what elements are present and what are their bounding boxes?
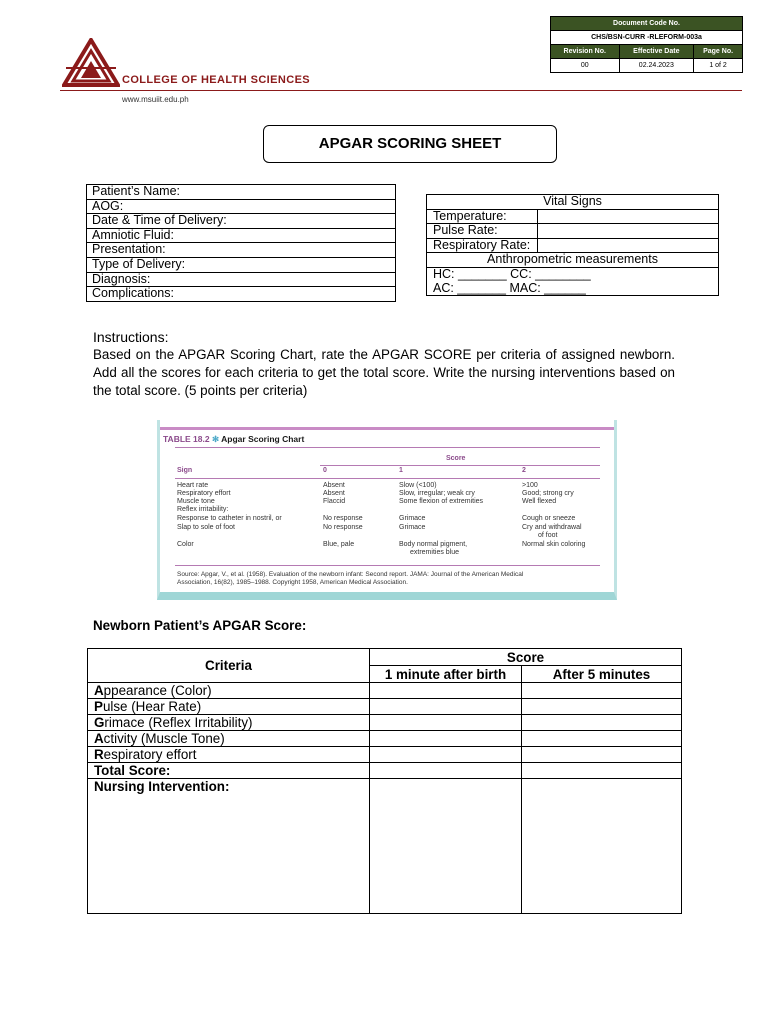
patient-name-field[interactable]: Patient’s Name: xyxy=(87,185,396,200)
instructions-text: Based on the APGAR Scoring Chart, rate the APGAR SCORE per criteria of assigned newborn. Add all the scores for each criteria to get the total score. Write the nursing interventions based on the total score. (5 points per criteria) xyxy=(93,347,675,398)
asterisk-icon: ✻ xyxy=(211,434,220,444)
anthro-line-2[interactable]: AC: _______ MAC: ______ xyxy=(427,282,719,296)
respiratory-1min-cell[interactable] xyxy=(370,747,522,763)
chart-source-line1: Source: Apgar, V., et al. (1958). Evaluation of the newborn infant: Second report. JAMA: Journal of the American Medical xyxy=(177,571,524,578)
chart-cell: Grimace xyxy=(399,515,426,522)
criteria-activity xyxy=(88,731,370,747)
chart-title xyxy=(163,434,304,445)
page-value: 1 of 2 xyxy=(694,59,743,73)
chart-rule-top xyxy=(175,447,600,448)
criteria-initial: A xyxy=(94,683,104,698)
criteria-rest: ulse (Hear Rate) xyxy=(102,699,202,714)
grimace-5min-cell[interactable] xyxy=(522,715,682,731)
temperature-label: Temperature: xyxy=(427,209,538,224)
grimace-1min-cell[interactable] xyxy=(370,715,522,731)
chart-cell: extremities blue xyxy=(410,549,460,556)
criteria-rest: rimace (Reflex Irritability) xyxy=(104,715,253,730)
appearance-5min-cell[interactable] xyxy=(522,683,682,699)
chart-table-number: TABLE 18.2 xyxy=(163,434,210,444)
pulse-rate-label: Pulse Rate: xyxy=(427,224,538,239)
criteria-rest: ppearance (Color) xyxy=(103,683,212,698)
college-logo xyxy=(62,38,120,88)
activity-1min-cell[interactable] xyxy=(370,731,522,747)
diagnosis-field[interactable]: Diagnosis: xyxy=(87,272,396,287)
chart-cell: Body normal pigment, xyxy=(399,541,468,548)
chart-cell: Absent xyxy=(323,490,345,497)
total-score-label: Total Score: xyxy=(88,763,370,779)
criteria-initial: R xyxy=(94,747,104,762)
respiratory-rate-label: Respiratory Rate: xyxy=(427,238,538,253)
pulse-5min-cell[interactable] xyxy=(522,699,682,715)
chart-cell: Reflex irritability: xyxy=(177,506,229,513)
criteria-grimace xyxy=(88,715,370,731)
chart-cell: Color xyxy=(177,541,194,548)
pulse-1min-cell[interactable] xyxy=(370,699,522,715)
anthro-line-1[interactable]: HC: _______ CC: ________ xyxy=(427,267,719,281)
header-divider xyxy=(60,90,742,91)
score-header: Score xyxy=(370,649,682,666)
criteria-respiratory xyxy=(88,747,370,763)
total-1min-cell[interactable] xyxy=(370,763,522,779)
chart-cell: Slow, irregular; weak cry xyxy=(399,490,475,497)
vital-signs-heading: Vital Signs xyxy=(427,195,719,210)
chart-cell: Flaccid xyxy=(323,498,346,505)
amniotic-fluid-field[interactable]: Amniotic Fluid: xyxy=(87,228,396,243)
chart-cell: Blue, pale xyxy=(323,541,355,548)
respiratory-rate-input[interactable] xyxy=(538,238,719,253)
criteria-rest: espiratory effort xyxy=(103,747,197,762)
chart-title-text: Apgar Scoring Chart xyxy=(221,434,305,444)
chart-cell: Response to catheter in nostril, or xyxy=(177,515,282,522)
website: www.msuiit.edu.ph xyxy=(122,95,189,104)
chart-rule-header xyxy=(175,478,600,479)
chart-col-0: 0 xyxy=(323,467,327,474)
criteria-header: Criteria xyxy=(88,649,370,683)
chart-score-label: Score xyxy=(446,455,466,462)
vital-signs-table xyxy=(426,194,719,296)
doc-code-value: CHS/BSN-CURR -RLEFORM-003a xyxy=(551,31,743,45)
effective-label: Effective Date xyxy=(619,45,694,59)
chart-cell: of foot xyxy=(538,532,558,539)
score-heading: Newborn Patient’s APGAR Score: xyxy=(93,618,307,633)
effective-value: 02.24.2023 xyxy=(619,59,694,73)
delivery-type-field[interactable]: Type of Delivery: xyxy=(87,257,396,272)
chart-source-line2: Association, 16(82), 1985–1988. Copyright 1958, American Medical Association. xyxy=(177,579,408,586)
chart-rule-score xyxy=(320,465,600,466)
page-label: Page No. xyxy=(694,45,743,59)
chart-cell: Muscle tone xyxy=(177,498,215,505)
nursing-intervention-label: Nursing Intervention: xyxy=(88,779,370,914)
chart-cell: No response xyxy=(323,515,363,522)
intervention-5min-cell[interactable] xyxy=(522,779,682,914)
doc-code-label: Document Code No. xyxy=(551,17,743,31)
document-code-table xyxy=(550,16,743,73)
chart-cell: Respiratory effort xyxy=(177,490,231,497)
one-minute-header: 1 minute after birth xyxy=(370,666,522,683)
revision-label: Revision No. xyxy=(551,45,620,59)
apgar-score-table xyxy=(87,648,682,914)
total-5min-cell[interactable] xyxy=(522,763,682,779)
pulse-rate-input[interactable] xyxy=(538,224,719,239)
temperature-input[interactable] xyxy=(538,209,719,224)
presentation-field[interactable]: Presentation: xyxy=(87,243,396,258)
college-name: COLLEGE OF HEALTH SCIENCES xyxy=(122,74,311,86)
chart-cell: >100 xyxy=(522,482,538,489)
appearance-1min-cell[interactable] xyxy=(370,683,522,699)
delivery-datetime-field[interactable]: Date & Time of Delivery: xyxy=(87,214,396,229)
chart-col-sign: Sign xyxy=(177,467,193,474)
chart-cell: Normal skin coloring xyxy=(522,541,586,548)
criteria-appearance xyxy=(88,683,370,699)
criteria-initial: P xyxy=(94,699,103,714)
apgar-scoring-chart xyxy=(157,420,617,600)
chart-cell: Well flexed xyxy=(522,498,557,505)
revision-value: 00 xyxy=(551,59,620,73)
chart-cell: Good; strong cry xyxy=(522,490,574,497)
five-minute-header: After 5 minutes xyxy=(522,666,682,683)
respiratory-5min-cell[interactable] xyxy=(522,747,682,763)
criteria-initial: A xyxy=(94,731,104,746)
anthropometric-heading: Anthropometric measurements xyxy=(427,253,719,268)
aog-field[interactable]: AOG: xyxy=(87,199,396,214)
complications-field[interactable]: Complications: xyxy=(87,287,396,302)
page-title: APGAR SCORING SHEET xyxy=(263,125,557,163)
criteria-pulse xyxy=(88,699,370,715)
criteria-initial: G xyxy=(94,715,105,730)
chart-col-1: 1 xyxy=(399,467,403,474)
chart-cell: Cry and withdrawal xyxy=(522,524,582,531)
patient-info-table xyxy=(86,184,396,302)
chart-top-bar xyxy=(160,427,614,430)
criteria-rest: ctivity (Muscle Tone) xyxy=(103,731,225,746)
chart-cell: Absent xyxy=(323,482,345,489)
chart-cell: No response xyxy=(323,524,363,531)
chart-rule-bottom xyxy=(175,565,600,566)
chart-cell: Slow (<100) xyxy=(399,482,437,489)
chart-cell: Slap to sole of foot xyxy=(177,524,235,531)
chart-cell: Cough or sneeze xyxy=(522,515,576,522)
intervention-1min-cell[interactable] xyxy=(370,779,522,914)
chart-cell: Grimace xyxy=(399,524,426,531)
chart-col-2: 2 xyxy=(522,467,526,474)
activity-5min-cell[interactable] xyxy=(522,731,682,747)
chart-cell: Heart rate xyxy=(177,482,209,489)
chart-cell: Some flexion of extremities xyxy=(399,498,484,505)
instructions-title: Instructions: xyxy=(93,329,169,345)
